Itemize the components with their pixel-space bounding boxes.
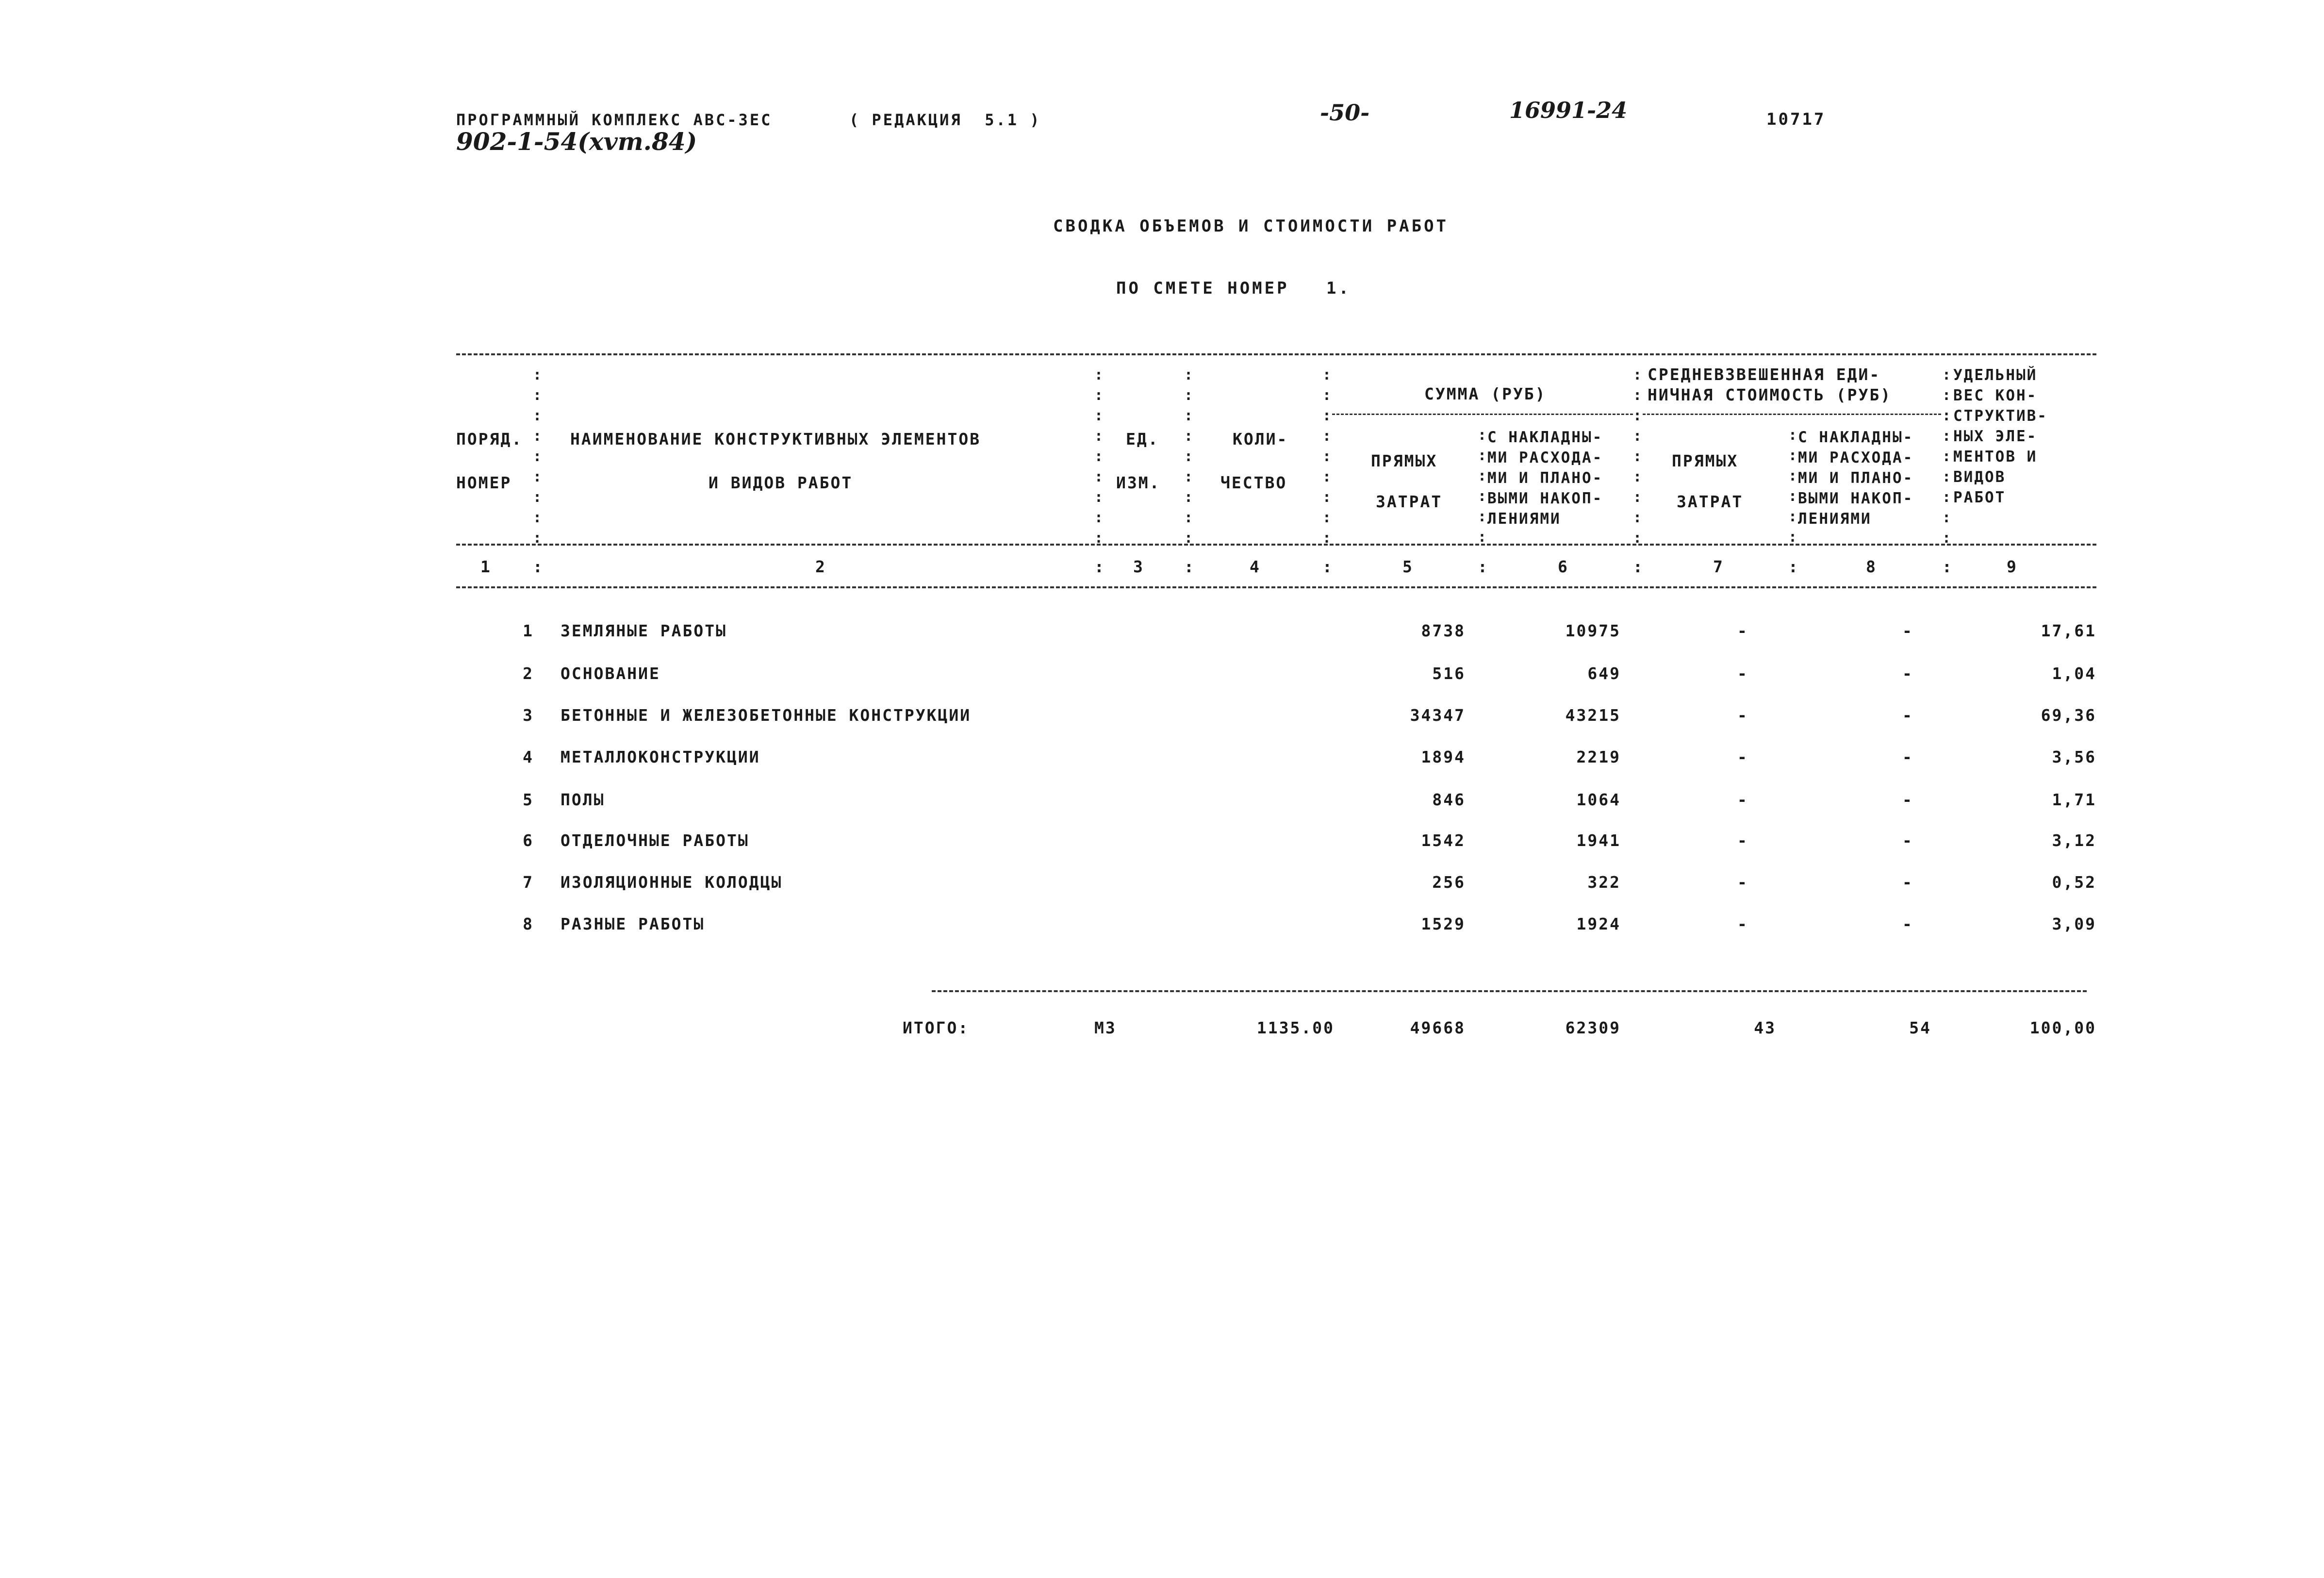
- col9-head: УДЕЛЬНЫЙ ВЕС КОН- СТРУКТИВ- НЫХ ЭЛЕ- МЕНТОВ И ВИДОВ РАБОТ: [1953, 366, 2048, 506]
- row-overhead: 1941: [1576, 831, 1621, 850]
- row-avg-direct: -: [1737, 790, 1748, 809]
- col7-head-line1: ПРЯМЫХ: [1672, 451, 1739, 470]
- total-avg-direct: 43: [1754, 1018, 1776, 1037]
- column-number: 7: [1713, 557, 1724, 576]
- col1-head-line2: НОМЕР: [456, 473, 512, 492]
- separator: : : : : : : : : :: [1322, 366, 1332, 547]
- row-overhead: 43215: [1565, 706, 1621, 725]
- col3-head-line2: ИЗМ.: [1116, 473, 1161, 492]
- row-number: 7: [523, 873, 534, 892]
- handwritten-code: 16991-24: [1509, 97, 1628, 123]
- separator: :: [1094, 557, 1105, 576]
- rule-top: [456, 353, 2096, 355]
- separator: :: [1633, 557, 1644, 576]
- row-overhead: 1064: [1576, 790, 1621, 809]
- row-name: ПОЛЫ: [560, 790, 605, 809]
- row-direct: 516: [1432, 664, 1466, 683]
- row-number: 6: [523, 831, 534, 850]
- row-share: 3,09: [2052, 914, 2096, 933]
- separator: :: [1322, 557, 1334, 576]
- column-number: 4: [1250, 557, 1261, 576]
- col4-head-line2: ЧЕСТВО: [1220, 473, 1287, 492]
- row-number: 2: [523, 664, 534, 683]
- row-name: ИЗОЛЯЦИОННЫЕ КОЛОДЦЫ: [560, 873, 783, 892]
- row-direct: 1529: [1421, 914, 1466, 933]
- row-name: ОСНОВАНИЕ: [560, 664, 660, 683]
- separator: : : : : : : : : :: [1184, 366, 1193, 547]
- separator: : : : : : : : : :: [533, 366, 542, 547]
- separator: : : : : : : : : :: [1633, 366, 1642, 547]
- col2-head-line1: НАИМЕНОВАНИЕ КОНСТРУКТИВНЫХ ЭЛЕМЕНТОВ: [570, 430, 981, 448]
- group-avg-head-line2: НИЧНАЯ СТОИМОСТЬ (РУБ): [1648, 385, 1892, 404]
- row-direct: 34347: [1410, 706, 1466, 725]
- row-direct: 256: [1432, 873, 1466, 892]
- separator: : : : : : : : : :: [1942, 366, 1951, 547]
- column-number: 3: [1133, 557, 1144, 576]
- col5-head-line1: ПРЯМЫХ: [1371, 451, 1438, 470]
- row-name: МЕТАЛЛОКОНСТРУКЦИИ: [560, 747, 760, 766]
- separator: :: [533, 557, 544, 576]
- row-avg-direct: -: [1737, 914, 1748, 933]
- project-code: 10717: [1766, 110, 1826, 129]
- row-overhead: 649: [1587, 664, 1621, 683]
- row-avg-overhead: -: [1902, 706, 1913, 725]
- row-share: 0,52: [2052, 873, 2096, 892]
- row-avg-overhead: -: [1902, 914, 1913, 933]
- total-direct: 49668: [1410, 1018, 1466, 1037]
- handwritten-reference: 902-1-54(xvm.84): [456, 127, 697, 156]
- row-number: 3: [523, 706, 534, 725]
- page-number: -50-: [1320, 100, 1370, 126]
- row-name: РАЗНЫЕ РАБОТЫ: [560, 914, 705, 933]
- row-avg-direct: -: [1737, 621, 1748, 640]
- column-number: 8: [1866, 557, 1877, 576]
- row-avg-overhead: -: [1902, 664, 1913, 683]
- row-share: 17,61: [2041, 621, 2096, 640]
- row-direct: 1542: [1421, 831, 1466, 850]
- row-avg-overhead: -: [1902, 790, 1913, 809]
- column-number: 1: [480, 557, 492, 576]
- group-sum-head: СУММА (РУБ): [1424, 384, 1547, 403]
- separator: : : : : : :: [1478, 427, 1487, 546]
- row-overhead: 2219: [1576, 747, 1621, 766]
- row-avg-overhead: -: [1902, 621, 1913, 640]
- column-number: 6: [1558, 557, 1569, 576]
- row-name: БЕТОННЫЕ И ЖЕЛЕЗОБЕТОННЫЕ КОНСТРУКЦИИ: [560, 706, 972, 725]
- row-share: 3,56: [2052, 747, 2096, 766]
- col6-head: С НАКЛАДНЫ- МИ РАСХОДА- МИ И ПЛАНО- ВЫМИ НАКОП- ЛЕНИЯМИ: [1487, 429, 1603, 528]
- row-avg-overhead: -: [1902, 831, 1913, 850]
- row-share: 1,04: [2052, 664, 2096, 683]
- row-avg-direct: -: [1737, 747, 1748, 766]
- row-name: ОТДЕЛОЧНЫЕ РАБОТЫ: [560, 831, 749, 850]
- separator: : : : : : :: [1788, 427, 1797, 546]
- rule-group-sum: [1332, 414, 1633, 415]
- separator: :: [1184, 557, 1195, 576]
- col4-head-line1: КОЛИ-: [1233, 430, 1288, 448]
- group-avg-head-line1: СРЕДНЕВЗВЕШЕННАЯ ЕДИ-: [1648, 365, 1881, 384]
- rule-header-bottom: [456, 544, 2096, 546]
- col2-head-line2: И ВИДОВ РАБОТ: [709, 473, 853, 492]
- separator: :: [1788, 557, 1799, 576]
- total-label: ИТОГО:: [903, 1018, 970, 1037]
- row-direct: 1894: [1421, 747, 1466, 766]
- software-name: ПРОГРАММНЫЙ КОМПЛЕКС АВС-ЗЕС: [456, 111, 773, 129]
- total-quantity: 1135.00: [1256, 1018, 1335, 1037]
- col5-head-line2: ЗАТРАТ: [1376, 492, 1443, 511]
- row-direct: 846: [1432, 790, 1466, 809]
- separator: : : : : : : : : :: [1094, 366, 1104, 547]
- row-share: 1,71: [2052, 790, 2096, 809]
- row-name: ЗЕМЛЯНЫЕ РАБОТЫ: [560, 621, 727, 640]
- row-share: 69,36: [2041, 706, 2096, 725]
- row-overhead: 1924: [1576, 914, 1621, 933]
- row-share: 3,12: [2052, 831, 2096, 850]
- row-avg-direct: -: [1737, 664, 1748, 683]
- row-avg-overhead: -: [1902, 747, 1913, 766]
- row-direct: 8738: [1421, 621, 1466, 640]
- row-avg-direct: -: [1737, 831, 1748, 850]
- column-number: 2: [815, 557, 826, 576]
- rule-number-row: [456, 586, 2096, 588]
- page-title: СВОДКА ОБЪЕМОВ И СТОИМОСТИ РАБОТ: [1053, 216, 1449, 236]
- total-overhead: 62309: [1565, 1018, 1621, 1037]
- total-avg-overhead: 54: [1909, 1018, 1931, 1037]
- rule-total: [932, 990, 2087, 992]
- row-avg-direct: -: [1737, 706, 1748, 725]
- total-unit: М3: [1094, 1018, 1117, 1037]
- row-number: 5: [523, 790, 534, 809]
- separator: :: [1942, 557, 1953, 576]
- col1-head-line1: ПОРЯД.: [456, 430, 523, 448]
- row-avg-overhead: -: [1902, 873, 1913, 892]
- row-overhead: 322: [1587, 873, 1621, 892]
- column-number: 9: [2007, 557, 2018, 576]
- separator: :: [1478, 557, 1489, 576]
- col3-head-line1: ЕД.: [1126, 430, 1159, 448]
- row-avg-direct: -: [1737, 873, 1748, 892]
- page-subtitle: ПО СМЕТЕ НОМЕР 1.: [1116, 279, 1351, 298]
- edition-label: ( РЕДАКЦИЯ 5.1 ): [849, 111, 1041, 129]
- column-number: 5: [1402, 557, 1414, 576]
- row-number: 8: [523, 914, 534, 933]
- row-overhead: 10975: [1565, 621, 1621, 640]
- total-share: 100,00: [2029, 1018, 2096, 1037]
- col7-head-line2: ЗАТРАТ: [1677, 492, 1744, 511]
- row-number: 4: [523, 747, 534, 766]
- row-number: 1: [523, 621, 534, 640]
- rule-group-avg: [1643, 414, 1941, 415]
- col8-head: С НАКЛАДНЫ- МИ РАСХОДА- МИ И ПЛАНО- ВЫМИ НАКОП- ЛЕНИЯМИ: [1798, 429, 1914, 528]
